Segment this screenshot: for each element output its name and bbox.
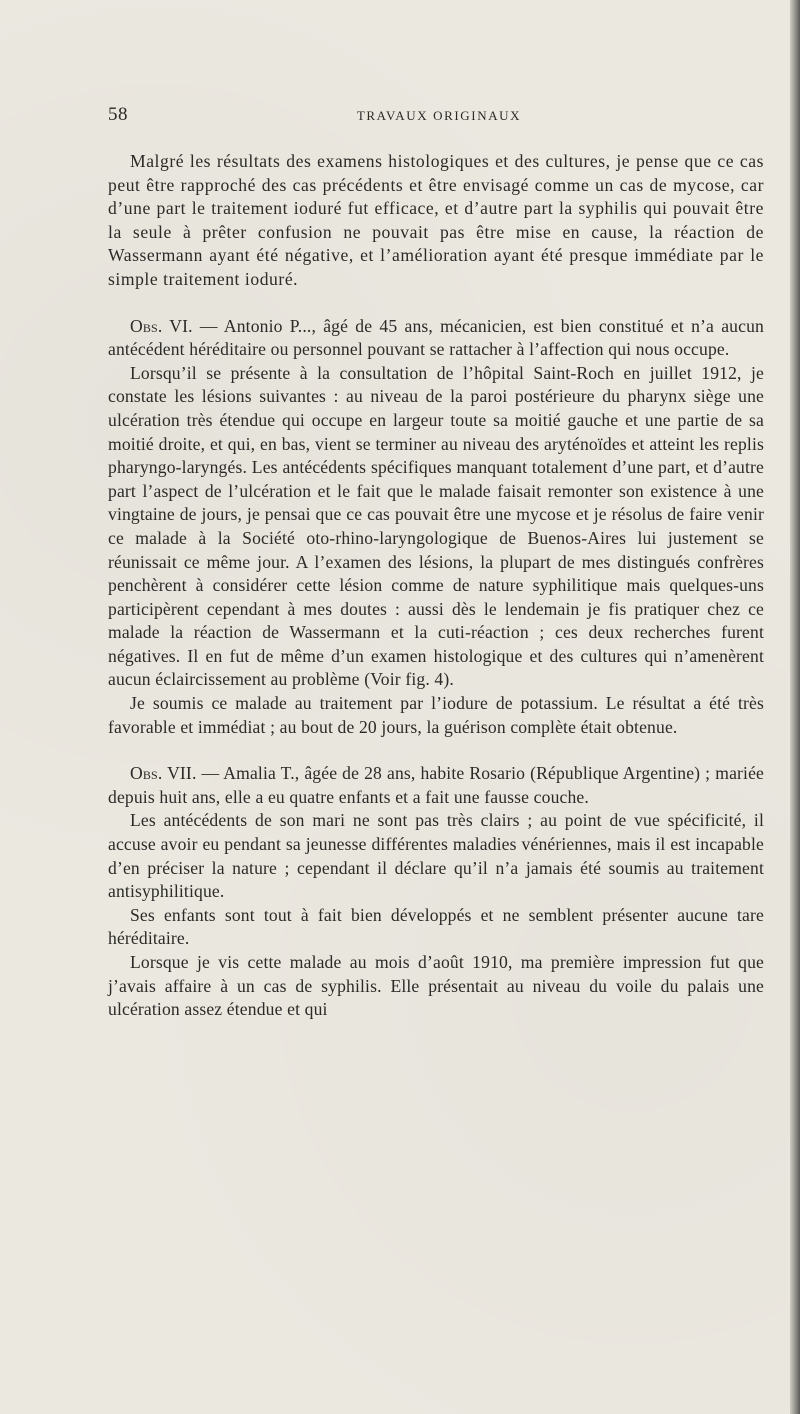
- paragraph-text: Ses enfants sont tout à fait bien développés et ne semblent présenter aucune tare héréditaire.: [108, 904, 764, 949]
- paragraph-text: Lorsqu’il se présente à la consultation de l’hôpital Saint-Roch en juillet 1912, je constate les lésions suivantes : au niveau de la paroi postérieure du pharynx siège une ulcération très étendue qui occupe en largeur toute sa moitié gauche et une partie de sa moitié droite, et qui, en bas, vient se terminer au niveau des aryténoïdes et atteint les replis pharyngo-laryngés. Les antécédents spécifiques manquant totalement d’une part, et d’autre part l’aspect de l’ulcération et le fait que le malade faisait remonter son existence à une vingtaine de jours, je pensai que ce cas pouvait être une mycose et je résolus de faire venir ce malade à la Société oto-rhino-laryngologique de Buenos-Aires lui justement se réunissait ce même jour. A l’examen des lésions, la plupart de mes distingués confrères penchèrent à considérer cette lésion comme de nature syphilitique mais quelques-uns participèrent cependant à mes doutes : aussi dès le lendemain je fis pratiquer chez ce malade la réaction de Wassermann et la cuti-réaction ; ces deux recherches furent négatives. Il en fut de même d’un examen histologique et des cultures qui n’amenèrent aucun éclaircissement au problème (Voir fig. 4).: [108, 362, 764, 690]
- paragraph-first-impression: [108, 951, 764, 1022]
- paragraph-text: Lorsque je vis cette malade au mois d’août 1910, ma première impression fut que j’avais affaire à un cas de syphilis. Elle présentait au niveau du voile du palais une ulcération assez étendue et qui: [108, 952, 764, 1020]
- paragraph-text: — Amalia T., âgée de 28 ans, habite Rosario (République Argentine) ; mariée depuis huit ans, elle a eu quatre enfants et a fait une fausse couche.: [108, 763, 764, 807]
- paragraph-children: [108, 904, 764, 951]
- running-title: TRAVAUX ORIGINAUX: [356, 108, 522, 123]
- observation-label: Obs. VII.: [130, 763, 197, 784]
- paragraph-text: Les antécédents de son mari ne sont pas très clairs ; au point de vue spécificité, il accuse avoir eu pendant sa jeunesse différentes maladies vénériennes, mais il est incapable d’en préciser la nature ; cependant il déclare qu’il n’a jamais été soumis au traitement antisyphilitique.: [108, 810, 764, 902]
- paragraph-text: Je soumis ce malade au traitement par l’iodure de potassium. Le résultat a été très favorable et immédiat ; au bout de 20 jours, la guérison complète était obtenue.: [108, 693, 764, 737]
- paragraph-obs-vi: [108, 315, 764, 362]
- paragraph-treatment: [108, 692, 764, 739]
- paragraph-husband-history: [108, 809, 764, 903]
- page-header: [108, 104, 764, 128]
- paragraph-consultation: [108, 362, 764, 692]
- page-edge-shadow: [790, 0, 800, 1414]
- paragraph-conclusion: [108, 150, 764, 292]
- paragraph-obs-vii: [108, 762, 764, 809]
- paragraph-text: — Antonio P..., âgé de 45 ans, mécanicien, est bien constitué et n’a aucun antécédent héréditaire ou personnel pouvant se rattacher à l’affection qui nous occupe.: [108, 315, 764, 360]
- paragraph-text: Malgré les résultats des examens histologiques et des cultures, je pense que ce cas peut être rapproché des cas précédents et être envisagé comme un cas de mycose, car d’une part le traitement ioduré fut efficace, et d’autre part la syphilis qui pouvait être la seule à prêter confusion ne pouvait pas être mise en cause, la réaction de Wassermann ayant été négative, et l’amélioration ayant été presque immédiate par le simple traitement ioduré.: [108, 151, 764, 289]
- page-number: 58: [108, 104, 128, 125]
- body-text: [108, 150, 764, 1022]
- observation-label: Obs. VI.: [130, 315, 193, 336]
